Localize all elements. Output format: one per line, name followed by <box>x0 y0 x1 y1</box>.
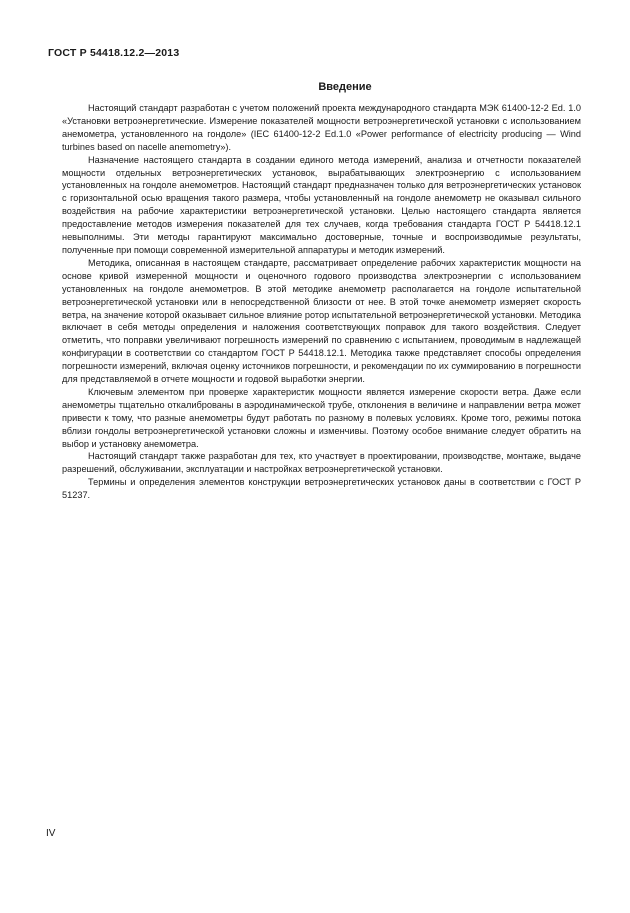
page-number: IV <box>46 828 56 839</box>
paragraph-2: Назначение настоящего стандарта в создании единого метода измерений, анализа и отчетности показателей мощности отдельных ветроэнергетических установок, вырабатывающих электроэнергию с использованием установленных на гондоле анемометров. Настоящий стандарт предназначен только для ветроэнергетических установок с горизонтальной осью вращения такого размера, чтобы установленный на гондоле анемометр не оказывал сильного воздействия на рабочие характеристики ветроэнергетической установки. Целью настоящего стандарта является предоставление методов измерения показателей для тех случаев, когда требования стандарта ГОСТ Р 54418.12.1 невыполнимы. Эти методы гарантируют максимально достоверные, точные и воспроизводимые результаты, полученные при помощи современной измерительной аппаратуры и методик измерений. <box>62 154 581 255</box>
paragraph-1: Настоящий стандарт разработан с учетом положений проекта международного стандарта МЭК 61400-12-2 Ed. 1.0 «Установки ветроэнергетические. Измерение показателей мощности ветроэнергетической установки с использованием анемометра, установленного на гондоле» (IEC 61400-12-2 Ed.1.0 «Power performance of electricity producing — Wind turbines based on nacelle anemometry»). <box>62 103 581 152</box>
paragraph-6: Термины и определения элементов конструкции ветроэнергетических установок даны в соответствии с ГОСТ Р 51237. <box>62 477 581 501</box>
paragraph-5: Настоящий стандарт также разработан для тех, кто участвует в проектировании, производстве, монтаже, выдаче разрешений, обслуживании, эксплуатации и настройках ветроэнергетической установки. <box>62 451 581 475</box>
standard-id-header: ГОСТ Р 54418.12.2—2013 <box>48 47 180 59</box>
paragraph-3: Методика, описанная в настоящем стандарте, рассматривает определение рабочих характеристик мощности на основе кривой измеренной мощности и оценочного годового производства электроэнергии с использованием установленных на гондоле анемометров. В этой методике анемометр располагается на гондоле испытательной ветроэнергетической установки или в непосредственной близости от нее. В этой точке анемометр измеряет скорость ветра, на значение которой оказывает сильное влияние ротор испытательной ветроэнергетической установки. Методика включает в себя методы определения и наложения соответствующих поправок для такого воздействия. Следует отметить, что поправки увеличивают погрешность измерений по сравнению с испытанием, проводимым в надлежащей конфигурации в соответствии со стандартом ГОСТ Р 54418.12.1. Методика также представляет способы определения погрешности измерений, включая оценку источников погрешности, и рекомендации по их суммированию в погрешности для представляемой в отчете мощности и годовой выработки энергии. <box>62 257 581 385</box>
section-title: Введение <box>318 81 372 93</box>
body-text <box>62 102 581 502</box>
paragraph-4: Ключевым элементом при проверке характеристик мощности является измерение скорости ветра. Даже если анемометры тщательно откалиброваны в аэродинамической трубе, отклонения в величине и направлении ветра может привести к тому, что разные анемометры будут работать по разному в полевых условиях. Кроме того, режимы потока вблизи гондолы ветроэнергетической установки сложны и изменчивы. Поэтому особое внимание следует обратить на выбор и установку анемометра. <box>62 386 581 449</box>
